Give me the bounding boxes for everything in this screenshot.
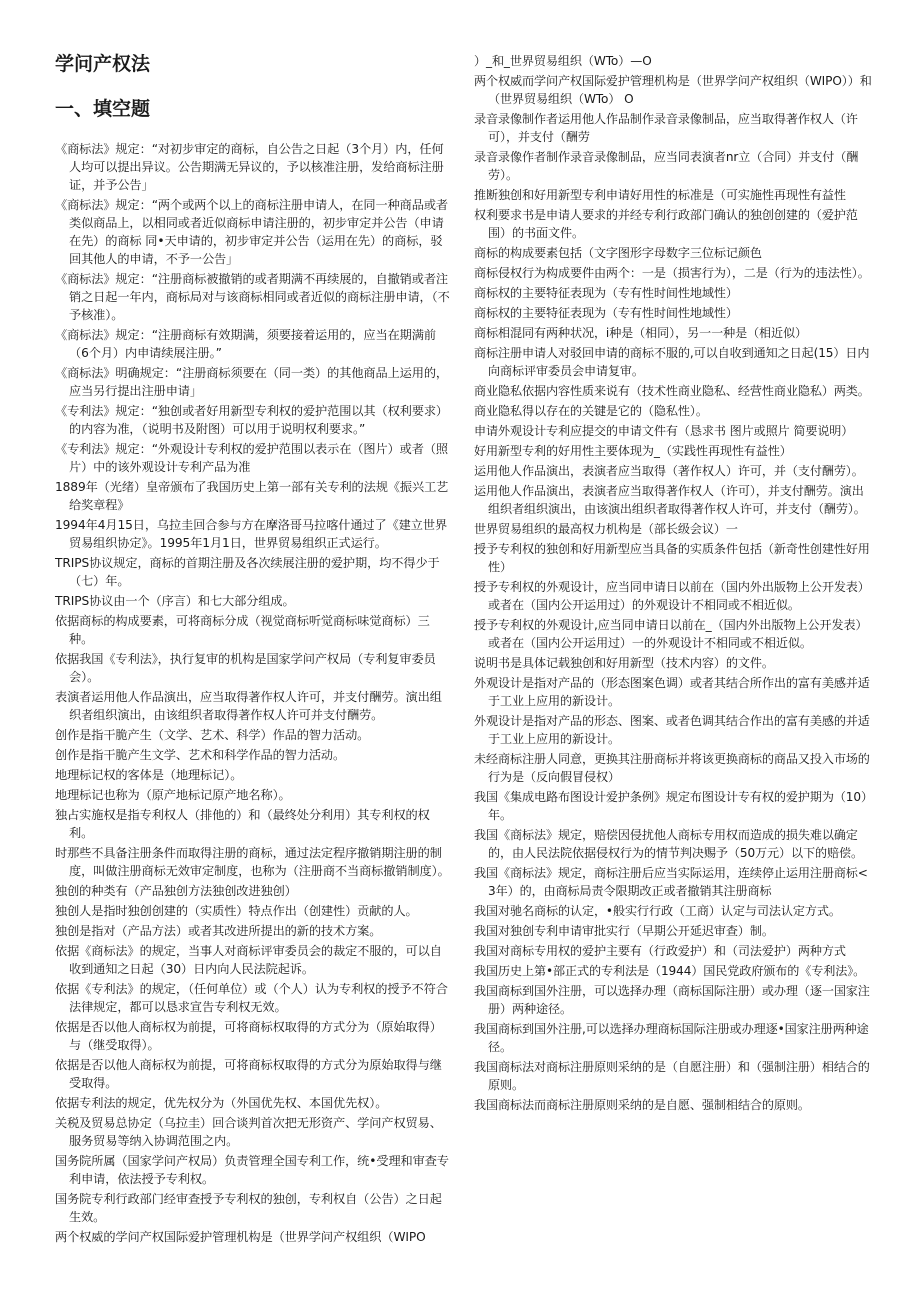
paragraph: 时那些不具备注册条件而取得注册的商标，通过法定程序撤销期注册的制度，叫做注册商标无效审定制度，也称为（注册商不当商标撤销制度）。 <box>55 846 450 878</box>
paragraph: TRIPS协议规定，商标的首期注册及各次续展注册的爱护期，均不得少于（七）年。 <box>55 556 440 588</box>
paragraph: 运用他人作品演出，表演者应当取得著作权人（许可），并支付酬劳。演出组织者组织演出，由该演出组织者取得著作权人许可，并支付（酬劳）。 <box>474 484 866 516</box>
paragraph: 授予专利权的外观设计,应当同申请日以前在_（国内外出版物上公开发表）或者在（国内公开运用过）一的外观设计不相同或不相近似。 <box>474 618 868 650</box>
paragraph: 权利要求书是申请人要求的并经专利行政部门确认的独创创建的（爱护范围）的书面文件。 <box>474 208 858 240</box>
paragraph: 创作是指干脆产生（文学、艺术、科学）作品的智力活动。 <box>55 728 370 742</box>
paragraph: 独创人是指时独创创建的（实质性）特点作出（创建性）贡献的人。 <box>55 904 418 918</box>
paragraph: 创作是指干脆产生文学、艺术和科学作品的智力活动。 <box>55 748 346 762</box>
paragraph: 商标的构成要素包括（文字图形字母数字三位标记颜色 <box>474 246 762 260</box>
paragraph: 外观设计是指对产品的形态、图案、或者色调其结合作出的富有美感的并适于工业上应用的新设计。 <box>474 714 870 746</box>
paragraph: 国务院所属（国家学问产权局）负责管理全国专利工作，统•受理和审查专利申请，依法授予专利权。 <box>55 1154 449 1186</box>
paragraph: 两个权威的学问产权国际爱护管理机构是（世界学问产权组织（WIPO <box>55 1230 426 1244</box>
paragraph: 《专利法》规定：“独创或者好用新型专利权的爱护范围以其（权利要求）的内容为准，（说明书及附图）可以用于说明权利要求。” <box>55 404 449 436</box>
paragraph: 我国《商标法》规定，赔偿因侵扰他人商标专用权而造成的损失难以确定的，由人民法院依据侵权行为的情节判决赐予（50万元）以下的赔偿。 <box>474 828 864 860</box>
paragraph: 好用新型专利的好用性主要体现为_（实践性再现性有益性） <box>474 444 792 458</box>
paragraph: 我国商标到国外注册,可以选择办理商标国际注册或办理逐•国家注册两种途径。 <box>474 1022 869 1054</box>
paragraph: 依据《专利法》的规定，（任何单位）或（个人）认为专利权的授予不符合法律规定，都可以恳求宣告专利权无效。 <box>55 982 448 1014</box>
paragraph: 商标相混同有两种状况，i种是（相同），另一一种是（相近似） <box>474 326 808 340</box>
left-paragraph-list <box>55 140 453 1246</box>
paragraph: 我国《集成电路布图设计爱护条例》规定布图设计专有权的爱护期为（10）年。 <box>474 790 867 822</box>
paragraph: 我国对独创专利申请审批实行（早期公开延迟审查）制。 <box>474 924 774 938</box>
paragraph: 依据是否以他人商标权为前提，可将商标权取得的方式分为原始取得与继受取得。 <box>55 1058 442 1090</box>
paragraph: 依据《商标法》的规定，当事人对商标评审委员会的裁定不服的，可以自收到通知之日起（30）日内向人民法院起诉。 <box>55 944 442 976</box>
paragraph: 商业隐私得以存在的关键是它的（隐私性）。 <box>474 404 708 418</box>
section-heading: 一、填空题 <box>55 98 151 120</box>
paragraph: 商标权的主要特征表现为（专有性时间性地域性） <box>474 306 738 320</box>
paragraph: 未经商标注册人同意，更换其注册商标并将该更换商标的商品又投入市场的行为是（反向假冒侵权） <box>474 752 870 784</box>
paragraph: 《商标法》规定：“注册商标被撤销的或者期满不再续展的，自撤销或者注销之日起一年内，商标局对与该商标相同或者近似的商标注册申请，（不予核准）。 <box>55 272 450 322</box>
paragraph: 商标注册申请人对驳回申请的商标不服的,可以自收到通知之日起(15）日内向商标评审委员会申请复审。 <box>474 346 870 378</box>
paragraph: 我国《商标法》规定，商标注册后应当实际运用，连续停止运用注册商标<3年）的，由商标局责令限期改正或者撤销其注册商标 <box>474 866 868 898</box>
paragraph: 《商标法》明确规定：“注册商标须要在（同一类）的其他商品上运用的，应当另行提出注册申请」 <box>55 366 449 398</box>
paragraph: 授予专利权的独创和好用新型应当具备的实质条件包括（新奇性创建性好用性） <box>474 542 870 574</box>
paragraph: 我国对驰名商标的认定，•般实行行政（工商）认定与司法认定方式。 <box>474 904 841 918</box>
paragraph: 独创是指对（产品方法）或者其改进所提出的新的技术方案。 <box>55 924 382 938</box>
paragraph: 我国对商标专用权的爱护主要有（行政爱护）和（司法爱护）两种方式 <box>474 944 846 958</box>
left-column <box>55 52 453 1248</box>
paragraph: 录音录像制作者运用他人作品制作录音录像制品，应当取得著作权人（许可），并支付（酬劳 <box>474 112 858 144</box>
paragraph: 录音录像作者制作录音录像制品，应当同表演者nr立（合同）并支付（酬劳）。 <box>474 150 859 182</box>
paragraph: 我国商标法而商标注册原则采纳的是自愿、强制相结合的原则。 <box>474 1098 810 1112</box>
paragraph: 地理标记权的客体是（地理标记）。 <box>55 768 243 782</box>
paragraph: 申请外观设计专利应提交的申请文件有（恳求书 图片或照片 简要说明） <box>474 424 854 438</box>
paragraph: 依据我国《专利法》，执行复审的机构是国家学问产权局（专利复审委员会）。 <box>55 652 436 684</box>
paragraph: 我国商标到国外注册，可以选择办理（商标国际注册）或办理（逐一国家注册）两种途径。 <box>474 984 870 1016</box>
document-title: 学问产权法 <box>55 53 151 75</box>
paragraph: 商标权的主要特征表现为（专有性时间性地域性） <box>474 286 738 300</box>
paragraph: 《商标法》规定：“注册商标有效期满，须要接着运用的，应当在期满前（6个月）内申请续展注册。” <box>55 328 436 360</box>
paragraph: 世界贸易组织的最高权力机构是（部长级会议）一 <box>474 522 738 536</box>
paragraph: 依据是否以他人商标权为前提，可将商标权取得的方式分为（原始取得）与（继受取得）。 <box>55 1020 442 1052</box>
paragraph: 外观设计是指对产品的（形态图案色调）或者其结合所作出的富有美感并适于工业上应用的新设计。 <box>474 676 870 708</box>
paragraph: 商业隐私依据内容性质来说有（技术性商业隐私、经营性商业隐私）两类。 <box>474 384 870 398</box>
paragraph: 运用他人作品演出，表演者应当取得（著作权人）许可，并（支付酬劳）。 <box>474 464 864 478</box>
right-column <box>474 52 872 1116</box>
paragraph: 授予专利权的外观设计，应当同申请日以前在（国内外出版物上公开发表）或者在（国内公开运用过）的外观设计不相同或不相近似。 <box>474 580 870 612</box>
paragraph: 依据专利法的规定，优先权分为（外国优先权、本国优先权）。 <box>55 1096 388 1110</box>
paragraph: 关税及贸易总协定（乌拉圭）回合谈判首次把无形资产、学问产权贸易、服务贸易等纳入协调范围之内。 <box>55 1116 442 1148</box>
paragraph: 《商标法》规定：“对初步审定的商标，自公告之日起（3个月）内，任何人均可以提出异议。公告期满无异议的，予以核准注册，发给商标注册证，并予公告」 <box>55 142 444 192</box>
paragraph: 独创的种类有（产品独创方法独创改进独创） <box>55 884 297 898</box>
paragraph: TRIPS协议由一个（序言）和七大部分组成。 <box>55 594 295 608</box>
paragraph: 《商标法》规定：“两个或两个以上的商标注册申请人，在同一种商品或者类似商品上，以相同或者近似商标申请注册的，初步审定并公告（申请在先）的商标 同•天申请的，初步审定并公告（运用在先）的商标，驳回其他人的申请，不予一公告」 <box>55 198 449 266</box>
paragraph: 我国历史上第•部正式的专利法是（1944）国民党政府颁布的《专利法》。 <box>474 964 866 978</box>
paragraph: 说明书是具体记载独创和好用新型（技术内容）的文件。 <box>474 656 774 670</box>
paragraph: 1889年（光绪）皇帝颁布了我国历史上第一部有关专利的法规《振兴工艺给奖章程》 <box>55 480 449 512</box>
paragraph: 1994年4月15日，乌拉圭回合参与方在摩洛哥马拉喀什通过了《建立世界贸易组织协定》。1995年1月1日，世界贸易组织正式运行。 <box>55 518 448 550</box>
paragraph: 两个权威而学问产权国际爱护管理机构是（世界学问产权组织（WIPO））和（世界贸易组织（WTo） O <box>474 74 872 106</box>
paragraph: 商标侵权行为构成要件由两个：一是（损害行为），二是（行为的违法性）。 <box>474 266 870 280</box>
paragraph: 地理标记也称为（原产地标记原产地名称）。 <box>55 788 291 802</box>
paragraph: 我国商标法对商标注册原则采纳的是（自愿注册）和（强制注册）相结合的原则。 <box>474 1060 870 1092</box>
paragraph: 表演者运用他人作品演出，应当取得著作权人许可，并支付酬劳。演出组织者组织演出，由该组织者取得著作权人许可并支付酬劳。 <box>55 690 442 722</box>
right-paragraph-list <box>474 52 872 1114</box>
paragraph: 依据商标的构成要素，可将商标分成（视觉商标听觉商标味觉商标）三种。 <box>55 614 430 646</box>
paragraph: ）_和_世界贸易组织（WTo）—O <box>474 54 652 68</box>
paragraph: 《专利法》规定：“外观设计专利权的爱护范围以表示在（图片）或者（照片）中的该外观设计专利产品为准 <box>55 442 449 474</box>
paragraph: 国务院专利行政部门经审查授予专利权的独创，专利权自（公告）之日起生效。 <box>55 1192 442 1224</box>
paragraph: 推断独创和好用新型专利申请好用性的标准是（可实施性再现性有益性 <box>474 188 846 202</box>
paragraph: 独占实施权是指专利权人（排他的）和（最终处分利用）其专利权的权利。 <box>55 808 430 840</box>
